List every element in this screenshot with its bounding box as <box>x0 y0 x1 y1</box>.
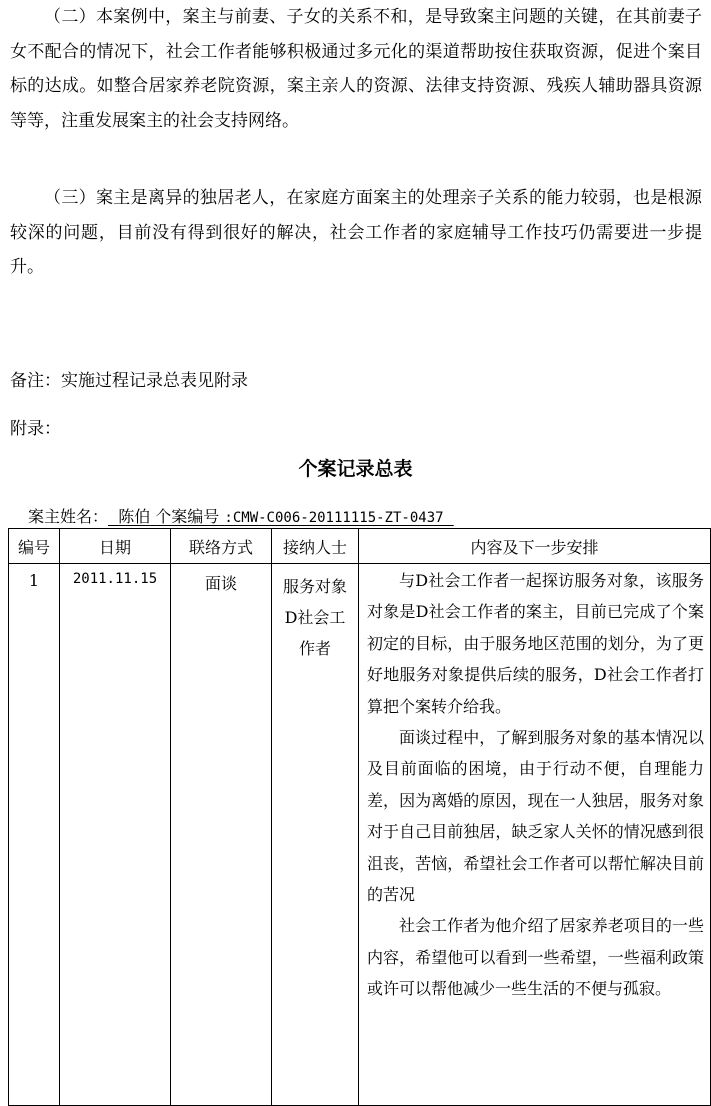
client-name-label: 案主姓名： <box>28 507 109 526</box>
header-date: 日期 <box>60 529 171 564</box>
header-content: 内容及下一步安排 <box>359 529 711 564</box>
table-header-row <box>9 529 711 564</box>
case-meta <box>28 504 454 527</box>
paragraph-3: （三）案主是离异的独居老人，在家庭方面案主的处理亲子关系的能力较弱，也是根源较深的问题，目前没有得到很好的解决，社会工作者的家庭辅导工作技巧仍需要进一步提升。 <box>10 188 702 277</box>
content-paragraph-1: 与D社会工作者一起探访服务对象，该服务对象是D社会工作者的案主，目前已完成了个案初定的目标，由于服务地区范围的划分，为了更好地服务对象提供后续的服务，D社会工作者打算把个案转介给我。 <box>367 571 704 716</box>
cell-receiver: 服务对象D社会工作者 <box>272 564 359 1106</box>
note: 备注：实施过程记录总表见附录 <box>10 371 248 391</box>
content-paragraph-3: 社会工作者为他介绍了居家养老项目的一些内容，希望他可以看到一些希望，一些福利政策或许可以帮他减少一些生活的不便与孤寂。 <box>367 916 704 999</box>
table-title: 个案记录总表 <box>298 458 413 480</box>
header-no: 编号 <box>9 529 60 564</box>
cell-content <box>359 564 711 1106</box>
header-contact-method: 联络方式 <box>171 529 272 564</box>
client-name-value: 陈伯 <box>118 507 151 526</box>
content-paragraph-2: 面谈过程中，了解到服务对象的基本情况以及目前面临的困境，由于行动不便，自理能力差，因为离婚的原因，现在一人独居，服务对象对于自己目前独居，缺乏家人关怀的情况感到很沮丧，苦恼，希望社会工作者可以帮忙解决目前的苦况 <box>367 728 704 905</box>
paragraph-2: （二）本案例中，案主与前妻、子女的关系不和，是导致案主问题的关键，在其前妻子女不配合的情况下，社会工作者能够积极通过多元化的渠道帮助按住获取资源，促进个案目标的达成。如整合居家养老院资源，案主亲人的资源、法律支持资源、残疾人辅助器具资源等等，注重发展案主的社会支持网络。 <box>10 7 702 131</box>
cell-contact-method: 面谈 <box>171 564 272 1106</box>
case-id-label: 个案编号 <box>155 507 220 526</box>
cell-no: 1 <box>9 564 60 1106</box>
header-receiver: 接纳人士 <box>272 529 359 564</box>
case-id-value: :CMW-C006-20111115-ZT-0437 <box>224 510 444 526</box>
table-row <box>9 564 711 1106</box>
cell-date: 2011.11.15 <box>60 564 171 1106</box>
appendix-label: 附录： <box>10 419 61 439</box>
case-record-table <box>8 528 711 1106</box>
